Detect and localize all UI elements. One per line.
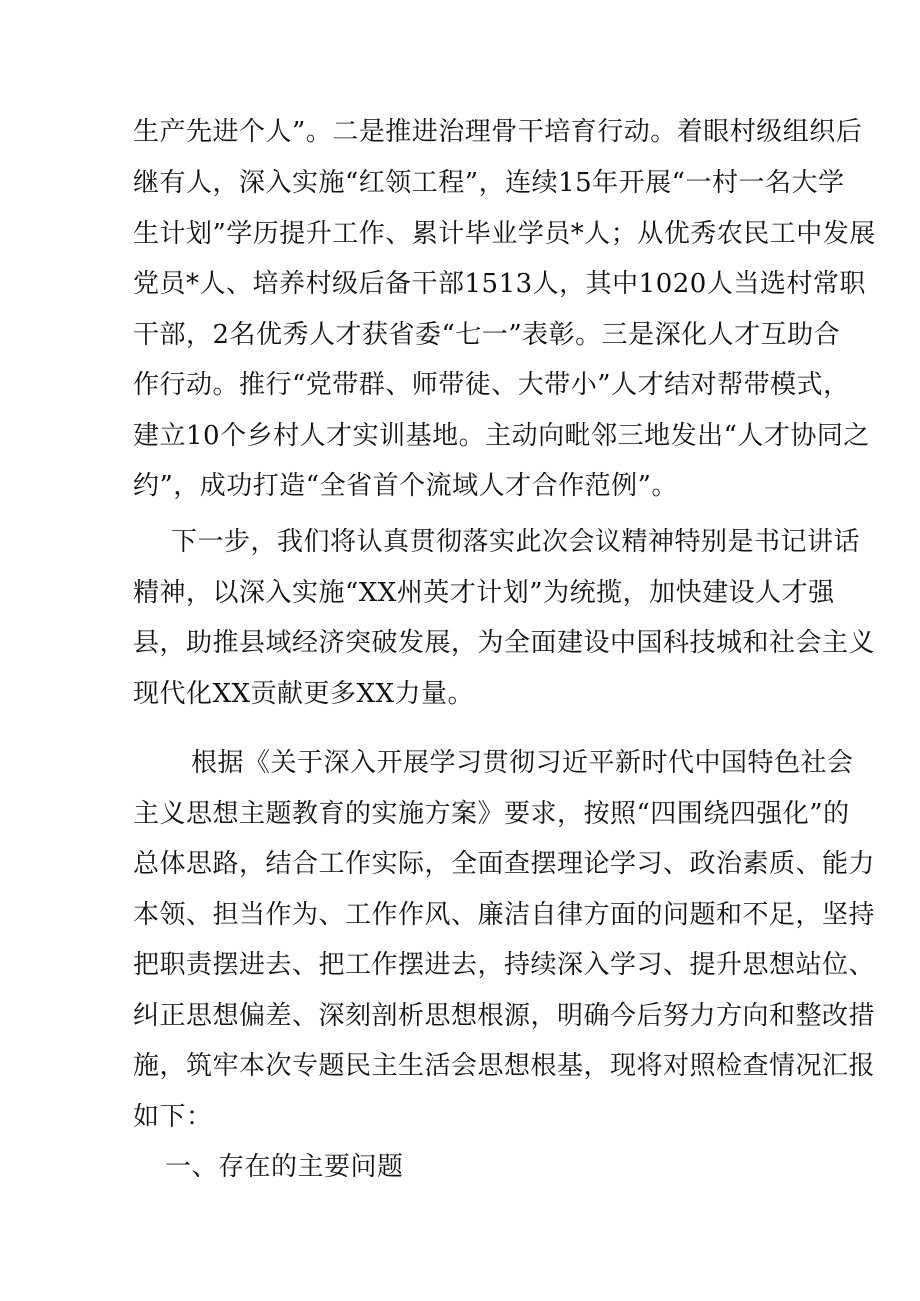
text-line: 把职责摆进去、把工作摆进去，持续深入学习、提升思想站位、: [133, 950, 876, 980]
text-line: 县，助推县域经济突破发展，为全面建设中国科技城和社会主义: [133, 628, 876, 658]
text-line: 生计划”学历提升工作、累计毕业学员*人；从优秀农民工中发展: [133, 219, 876, 249]
text-line: 纠正思想偏差、深刻剖析思想根源，明确今后努力方向和整改措: [133, 1001, 876, 1031]
text-line: 下一步，我们将认真贯彻落实此次会议精神特别是书记讲话: [171, 527, 861, 557]
text-line: 建立10个乡村人才实训基地。主动向毗邻三地发出“人才协同之: [133, 421, 870, 451]
text-line: 现代化XX贡献更多XX力量。: [133, 679, 475, 709]
text-line: 根据《关于深入开展学习贯彻习近平新时代中国特色社会: [191, 748, 854, 778]
text-line: 如下：: [133, 1102, 213, 1132]
text-line: 作行动。推行“党带群、师带徒、大带小”人才结对帮带模式，: [133, 370, 850, 400]
text-line: 继有人，深入实施“红领工程”，连续15年开展“一村一名大学: [133, 168, 845, 198]
section-heading: 一、存在的主要问题: [165, 1152, 404, 1182]
text-line: 主义思想主题教育的实施方案》要求，按照“四围绕四强化”的: [133, 799, 850, 829]
text-line: 党员*人、培养村级后备干部1513人，其中1020人当选村常职: [133, 269, 866, 299]
text-line: 本领、担当作为、工作作风、廉洁自律方面的问题和不足，坚持: [133, 900, 876, 930]
text-line: 精神，以深入实施“XX州英才计划”为统揽，加快建设人才强: [133, 578, 835, 608]
text-line: 干部，2名优秀人才获省委“七一”表彰。三是深化人才互助合: [133, 320, 841, 350]
text-line: 约”，成功打造“全省首个流域人才合作范例”。: [133, 471, 678, 501]
text-line: 施，筑牢本次专题民主生活会思想根基，现将对照检查情况汇报: [133, 1051, 876, 1081]
text-line: 总体思路，结合工作实际，全面查摆理论学习、政治素质、能力: [133, 849, 876, 879]
text-line: 生产先进个人”。二是推进治理骨干培育行动。着眼村级组织后: [133, 117, 863, 147]
